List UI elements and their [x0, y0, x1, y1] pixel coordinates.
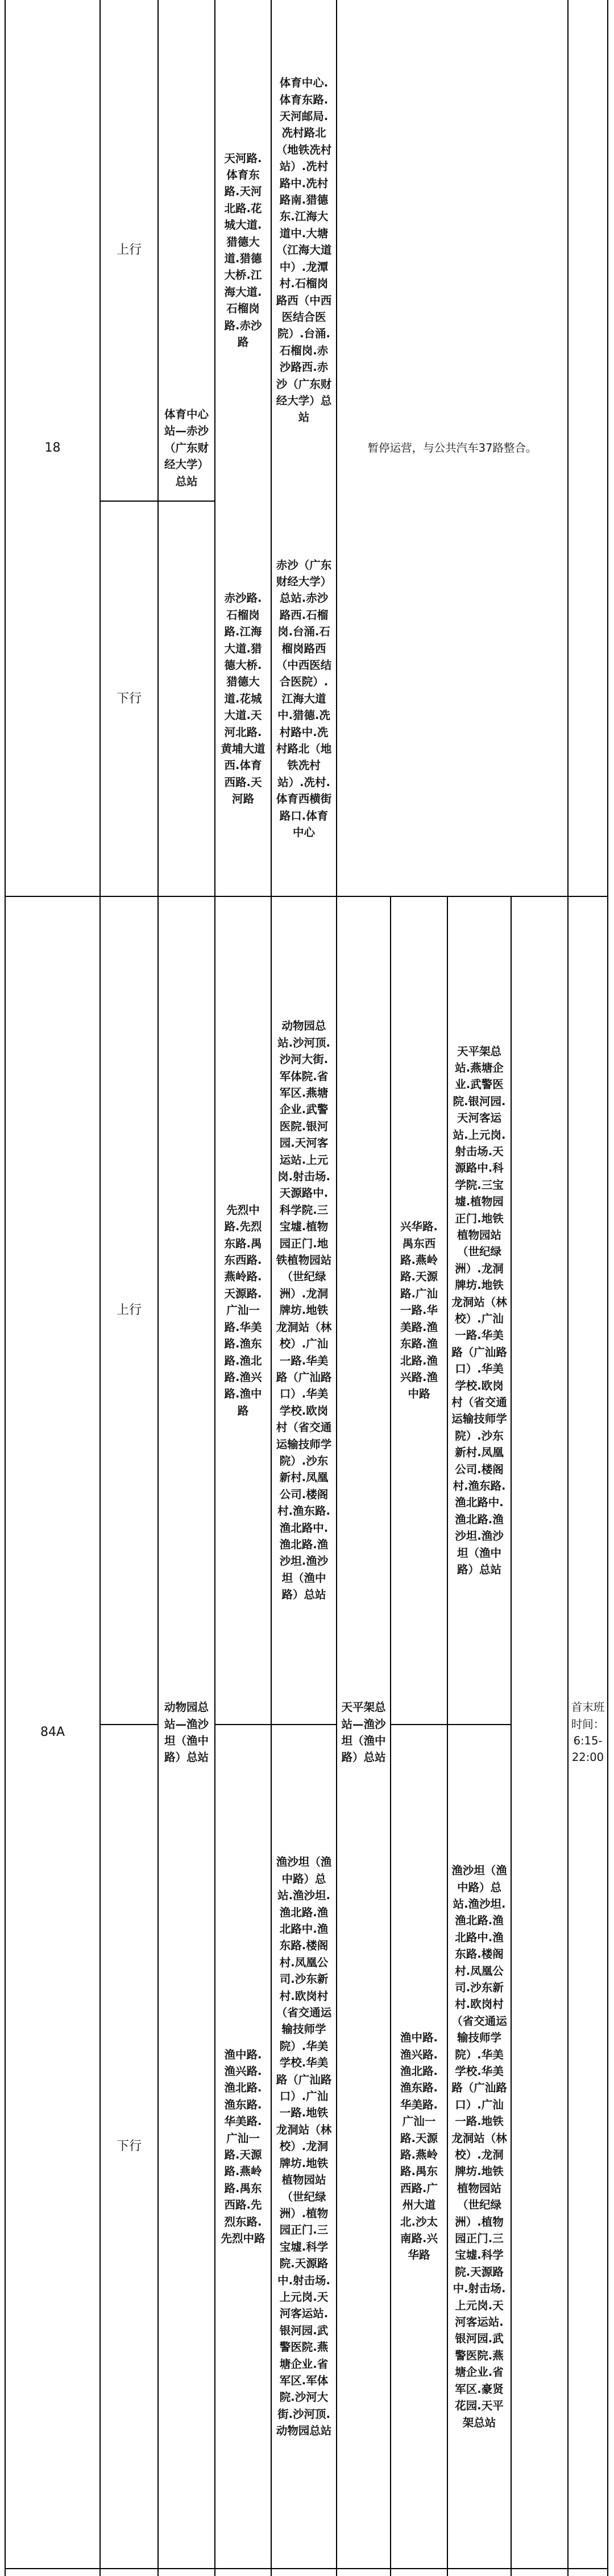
alt-stops-cell-up	[448, 897, 511, 1724]
alt-main-road: 渔中路.渔兴路.渔北路.渔东路.华美路.广汕一路.天源路.燕岭路.禺东西路.广州大道北.沙太南路.兴华路	[400, 2031, 438, 2262]
stops-cell-down	[272, 1725, 336, 2568]
stops-list: 渔沙坦（渔中路）总站.渔沙坦.渔北路.渔北路中.渔东路.楼阁村.凤凰公司.沙东新村.欧岗村（省交通运输技师学院）.华美学校.华美路（广汕路口）.广汕一路.地铁龙洞站（林校）.龙洞牌坊.地铁植物园站（世纪绿洲）.植物园正门.三宝墟.科学院.天源路中.射击场.上元岗.天河客运站.银河园.武警医院.燕塘企业.省军区.军体院.沙河大街.沙河顶.动物园总站	[276, 1855, 332, 2438]
route-span: 体育中心站—赤沙（广东财经大学）总站	[164, 407, 209, 488]
alt-stops-list: 天平架总站.燕塘企业.武警医院.银河园.天河客运站.上元岗.射击场.天源路中.科学院.三宝墟.植物园正门.地铁植物园站（世纪绿洲）.龙洞牌坊.地铁龙洞站（林校）.广汕一路.华美路（广汕路口）.华美学校.欧岗村（省交通运输技师学院）.沙东新村.凤凰公司.楼阁村.渔东路.渔北路中.渔北路.渔沙坦.渔沙坦（渔中路）总站	[451, 1044, 507, 1577]
table-border-right	[607, 0, 608, 2576]
alt-span-cell	[337, 897, 390, 2568]
route-number: 18	[44, 440, 61, 455]
table-border-bottom	[5, 2568, 608, 2569]
col-divider-8	[511, 896, 512, 2576]
stops-cell-down	[272, 502, 336, 896]
main-road: 天河路.体育东路.天河北路.花城大道.猎德大道.猎德大桥.江海大道.石榴岗路.赤沙路	[224, 151, 262, 349]
direction-label: 上行	[116, 1303, 142, 1317]
direction-cell-down	[101, 502, 157, 896]
direction-cell-up	[101, 0, 157, 501]
stops-cell-up	[272, 0, 336, 501]
route-span: 动物园总站—渔沙坦（渔中路）总站	[164, 1701, 209, 1764]
route-span-cell	[159, 0, 214, 896]
main-road: 先烈中路.先烈东路.禺东西路.燕岭路.天源路.广汕一路.华美路.渔东路.渔北路.渔兴路.渔中路	[224, 1203, 262, 1417]
stops-list: 赤沙（广东财经大学）总站.赤沙路西.石榴岗.台涌.石榴岗路西（中西医结合医院）.江海大道中.猎德.冼村路中.冼村路北（地铁冼村站）.冼村.体育西横街路口.体育中心	[276, 558, 332, 840]
alt-route-span: 天平架总站—渔沙坦（渔中路）总站	[341, 1701, 386, 1764]
direction-cell-down	[101, 1725, 157, 2568]
route-number: 84A	[40, 1725, 65, 1739]
alt-stops-list: 渔沙坦（渔中路）总站.渔沙坦.渔北路.渔北路中.渔东路.楼阁村.凤凰公司.沙东新村.欧岗村（省交通运输技师学院）.华美学校.华美路（广汕路口）.广汕一路.地铁龙洞站（林校）.龙洞牌坊.地铁植物园站（世纪绿洲）.植物园正门.三宝墟.科学院.天源路中.射击场.上元岗.天河客运站.银河园.武警医院.燕塘企业.省军区.豪贤花园.天平架总站	[451, 1864, 507, 2429]
service-hours: 首末班时间：6:15-22:00	[571, 1701, 605, 1764]
stops-list: 动物园总站.沙河顶.沙河大街.军体院.省军区.燕塘企业.武警医院.银河园.天河客运站.上元岗.射击场.天源路中.科学院.三宝墟.植物园正门.地铁植物园站（世纪绿洲）.龙洞牌坊.地铁龙洞站（林校）.广汕一路.华美路（广汕路口）.华美学校.欧岗村（省交通运输技师学院）.沙东新村.凤凰公司.楼阁村.渔东路.渔北路中.渔北路.渔沙坦.渔沙坦（渔中路）总站	[276, 1019, 332, 1602]
stops-list: 体育中心.体育东路.天河邮局.冼村路北（地铁冼村站）.冼村路中.冼村路南.猎德东.江海大道中.大塘（江海大道中）.龙潭村.石榴岗路西（中西医结合医院）.台涌.石榴岗.赤沙路西.赤沙（广东财经大学）总站	[276, 76, 332, 424]
service-hours-cell	[569, 897, 607, 2568]
main-road: 赤沙路.石榴岗路.江海大道.猎德大桥.猎德大道.花城大道.天河北路.黄埔大道西.体育西路.天河路	[221, 592, 265, 806]
route-number-cell	[6, 0, 99, 896]
route-note: 暂停运营，与公共汽车37路整合。	[367, 441, 537, 454]
main-road-cell-up	[215, 0, 271, 501]
route-span-cell	[159, 897, 214, 2568]
main-road-cell-down	[215, 1725, 271, 2568]
stops-cell-up	[272, 897, 336, 1724]
route-number-cell	[6, 897, 99, 2568]
direction-cell-up	[101, 897, 157, 1724]
note-cell	[337, 0, 567, 896]
alt-stops-cell-down	[448, 1725, 511, 2568]
alt-main-road-cell-down	[391, 1725, 447, 2568]
direction-label: 上行	[116, 243, 142, 257]
direction-label: 下行	[116, 691, 142, 706]
main-road-cell-up	[215, 897, 271, 1724]
alt-main-road: 兴华路.禺东西路.燕岭路.天源路.广汕一路.华美路.渔东路.渔北路.渔兴路.渔中路	[400, 1220, 438, 1401]
main-road-cell-down	[215, 502, 271, 896]
alt-main-road-cell-up	[391, 897, 447, 1724]
main-road: 渔中路.渔兴路.渔北路.渔东路.华美路.广汕一路.天源路.燕岭路.禺东西路.先烈东路.先烈中路	[221, 2048, 265, 2246]
direction-label: 下行	[116, 2139, 142, 2153]
